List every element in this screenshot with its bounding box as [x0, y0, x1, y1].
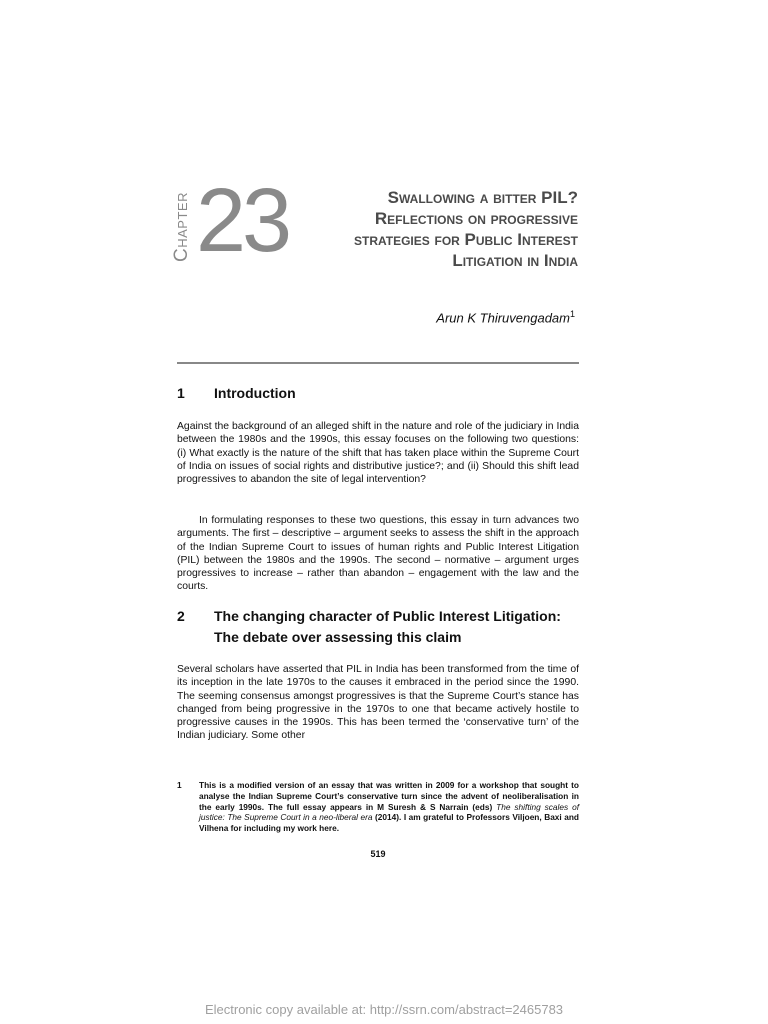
paragraph: In formulating responses to these two questions, this essay in turn advances two arguments. The first – descriptive – argument seeks to assess the shift in the approach of the Indian Supreme Court to issues of human rights and Public Interest Litigation (PIL) between the 1980s and the 1990s. The second – normative – argument urges progressives to increase – rather than abandon – engagement with the law and the courts.: [177, 515, 579, 593]
section-title: Introduction: [214, 385, 296, 401]
footnote-text: [199, 780, 579, 834]
chapter-word: Chapter: [171, 192, 192, 262]
section-title-line: The changing character of Public Interest Litigation:: [214, 608, 561, 624]
author: [436, 309, 575, 325]
footnote-book-title: The shifting scales of justice: The Supreme Court in a neo-liberal era: [199, 801, 579, 823]
section-number: 1: [177, 385, 185, 401]
title-line: Reflections on progressive: [374, 209, 578, 228]
title-line: strategies for Public Interest: [353, 230, 578, 249]
author-footnote-mark[interactable]: 1: [569, 309, 575, 319]
page-number: 519: [370, 849, 386, 859]
section-title: [214, 606, 579, 648]
title-line: Litigation in India: [452, 251, 578, 270]
chapter-number: 23: [196, 171, 289, 271]
paragraph: Against the background of an alleged shift in the nature and role of the judiciary in India between the 1980s and the 1990s, this essay focuses on the following two questions: (i) What exactly is the nature of the shift that has taken place within the Supreme Court of India on issues of social rights and distributive justice?; and (ii) Should this shift lead progressives to abandon the site of legal intervention?: [177, 421, 579, 486]
footnote-number: 1: [177, 780, 182, 790]
footnote-text-part: (2014). I am grateful to Professors Viljoen, Baxi and Vilhena for including my work here.: [199, 812, 579, 834]
chapter-title: [278, 187, 578, 271]
paragraph: Several scholars have asserted that PIL in India has been transformed from the time of its inception in the late 1970s to the causes it embraced in the period since the 1990. The seeming consensus amongst progressives is that the Supreme Court’s stance has changed from being progressive in the 1970s to one that became actively hostile to progressive causes in the 1990s. This has been termed the ‘conservative turn’ of the Indian judiciary. Some other: [177, 664, 579, 742]
section-title-line: The debate over assessing this claim: [214, 629, 462, 645]
ssrn-notice[interactable]: Electronic copy available at: http://ssrn.com/abstract=2465783: [204, 1002, 564, 1017]
footnote: [177, 780, 579, 834]
author-name: Arun K Thiruvengadam: [436, 310, 570, 326]
divider: [177, 362, 579, 364]
section-number: 2: [177, 608, 185, 624]
title-line: Swallowing a bitter PIL?: [387, 188, 578, 207]
section-heading-2: [177, 606, 579, 648]
footnote-text-part: This is a modified version of an essay that was written in 2009 for a workshop that sought to analyse the Indian Supreme Court’s conservative turn since the advent of neoliberalisation in the early 1990s. The full essay appears in M Suresh & S Narrain (eds): [199, 780, 579, 812]
